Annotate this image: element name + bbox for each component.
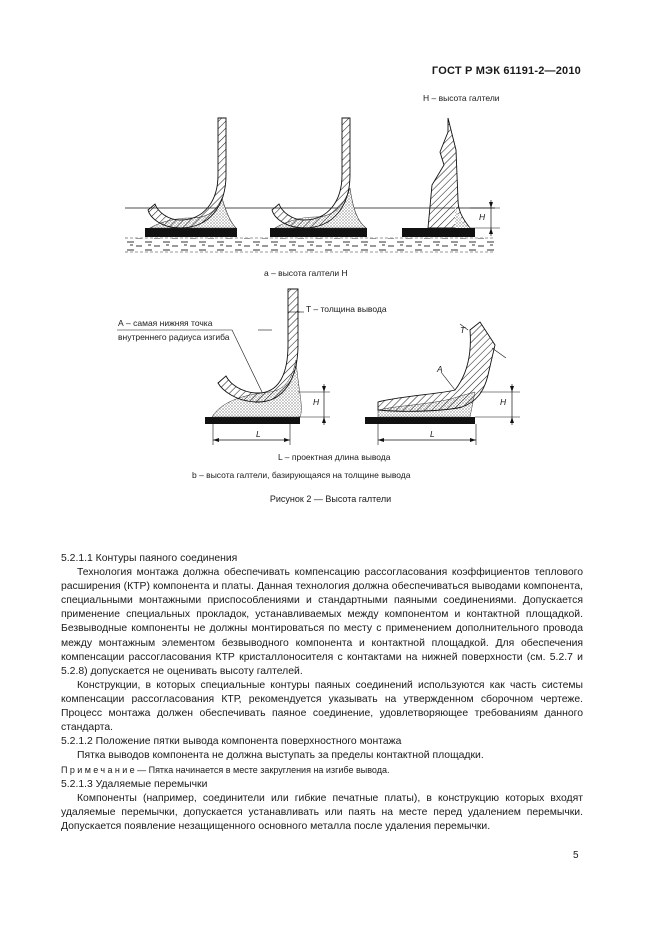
pad-1 [145,228,237,237]
paragraph-heel-position: Пятка выводов компонента не должна выступать за пределы контактной площадки. [77,750,484,762]
h-dim-label-a: H [479,212,486,222]
t-definition-label: T – толщина вывода [306,304,387,314]
pcb-board-a [125,238,495,252]
h-dim-label-b-right: H [500,397,507,407]
note [61,763,583,777]
l-dimension-b-left [213,424,290,445]
lead-3 [428,118,470,228]
caption-b: b – высота галтели, базирующаяся на толщине вывода [192,470,411,480]
h-dim-label-b-left: H [313,397,320,407]
pad-2 [270,228,367,237]
pad-4 [205,417,300,424]
body-text [61,552,583,834]
h-definition-label: H – высота галтели [423,93,500,103]
figure-title: Рисунок 2 — Высота галтели [269,494,392,504]
pad-5 [365,417,475,424]
note-label: Примечание [61,765,138,776]
paragraph-special-contours: Конструкции, в которых специальные контуры паяных соединений используются как часть системы компенсации рассогласования КТР, рекомендуется указывать на утвержденном сборочном чертеже. Процесс монтажа должен обеспечивать паяное соединение, удовлетворяющее требованиям данного стандарта. [61,679,583,734]
section-heading-5-2-1-2: 5.2.1.2 Положение пятки вывода компонента поверхностного монтажа [61,736,402,748]
paragraph-removable-jumpers: Компоненты (например, соединители или гибкие печатные платы), в конструкцию которых входят удаляемые перемычки, допускается устанавливать или паять на месте перед удалением перемычки. Допускается появление незащищенного основного металла после удаления перемычки. [61,792,583,832]
t-dim-label-right: T [460,325,466,335]
note-text: — Пятка начинается в месте закругления на изгибе вывода. [137,765,390,776]
l-definition-label: L – проектная длина вывода [278,452,391,462]
lead-4 [218,289,298,402]
l-dim-label-b-right: L [430,429,435,439]
section-heading-5-2-1-3: 5.2.1.3 Удаляемые перемычки [61,778,208,790]
paragraph-ctr-compensation: Технология монтажа должна обеспечивать компенсацию рассогласования коэффициентов теплового расширения (КТР) компонента и платы. Данная технология должна обеспечиваться выводами компонента, специальными монтажными приспособлениями и стандартными паяными соединениями. Допускается применение специальных прокладок, устанавливаемых между компонентом и контактной площадкой. Безвыводные компоненты не должны монтироваться по месту с применением дополнительного провода между монтажным элементом безвыводного компонента и контактной площадкой. Для обеспечения компенсации рассогласования КТР кристаллоносителя с контактами на нижней поверхности (см. 5.2.7 и 5.2.8) допускается не оценивать высоту галтелей. [61,567,583,677]
l-dim-label-b-left: L [256,429,261,439]
page-number: 5 [573,850,579,861]
lead-2 [272,118,350,228]
caption-a: а – высота галтели H [264,268,348,278]
pad-3 [402,228,475,237]
a-dim-label-right: A [437,364,443,374]
a-definition-line2: внутреннего радиуса изгиба [118,332,230,342]
lead-1 [148,118,226,228]
section-heading-5-2-1-1: 5.2.1.1 Контуры паяного соединения [61,553,238,564]
document-header: ГОСТ Р МЭК 61191-2—2010 [431,65,581,77]
a-definition-line1: А – самая нижняя точка [118,318,213,328]
l-dimension-b-right [378,424,476,445]
